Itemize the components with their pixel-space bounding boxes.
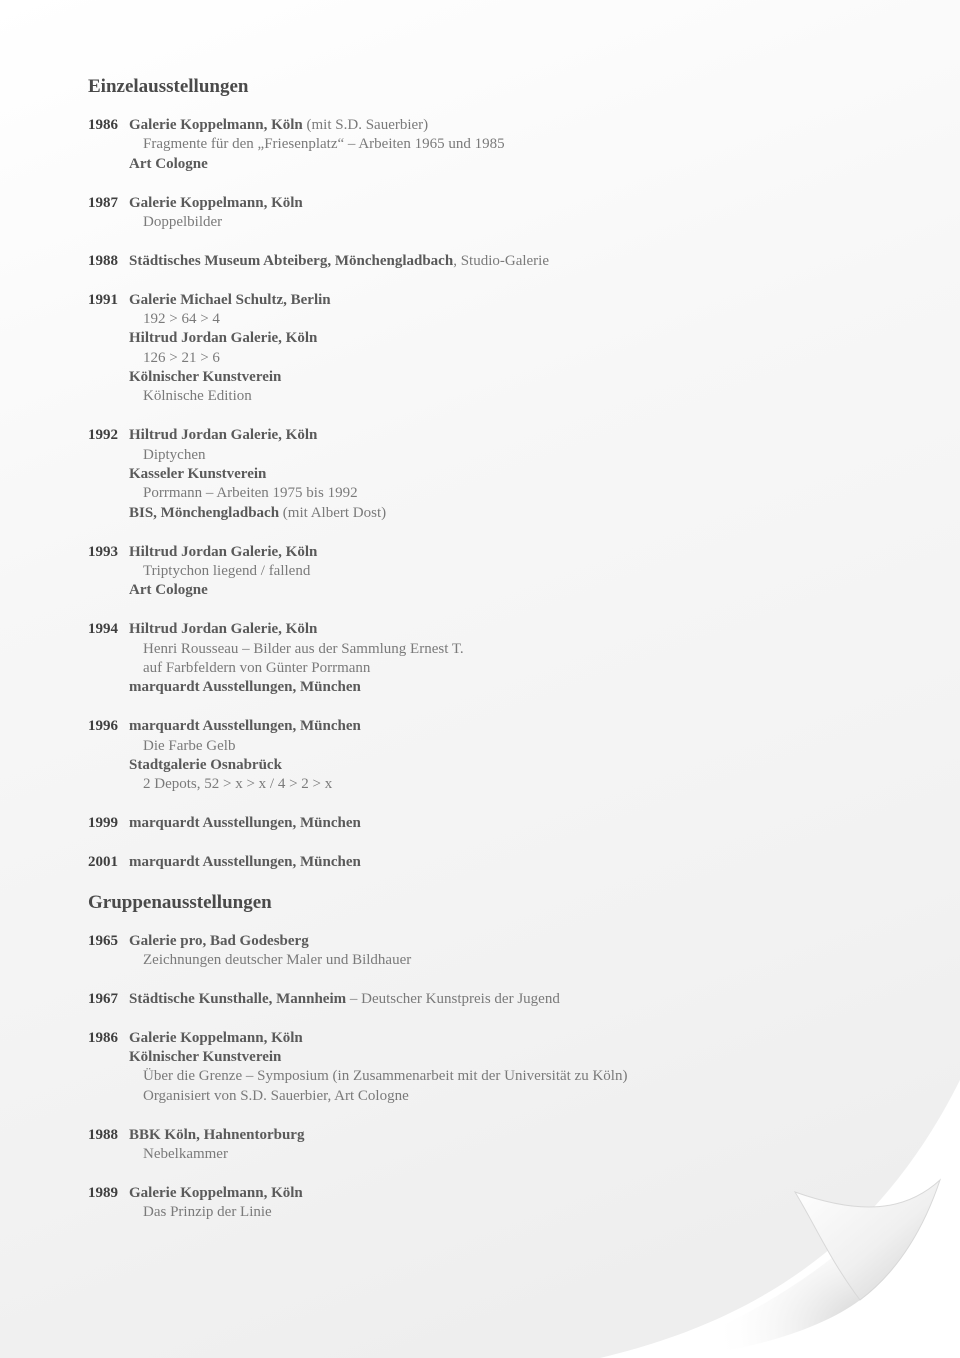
venue-name: Art Cologne: [129, 155, 208, 172]
exhibition-detail: Über die Grenze – Symposium (in Zusammenarbeit mit der Universität zu Köln): [143, 1068, 628, 1085]
entry-line: [88, 1087, 888, 1106]
exhibition-detail: Nebelkammer: [143, 1145, 228, 1162]
section-einzelausstellungen: [88, 76, 888, 872]
entry-line: [88, 291, 888, 310]
exhibition-detail: (mit S.D. Sauerbier): [302, 117, 429, 133]
entry-line: [88, 194, 888, 213]
venue-name: BIS, Mönchengladbach: [129, 504, 280, 521]
entry-line: [88, 426, 888, 445]
entry-line: [88, 640, 888, 659]
exhibition-detail: Triptychon liegend / fallend: [143, 562, 311, 579]
venue-name: Galerie Koppelmann, Köln: [129, 194, 303, 211]
entry-year: 1992: [88, 427, 118, 444]
entry-line: [88, 349, 888, 368]
entry-year: 1991: [88, 291, 118, 308]
entry-line: [88, 737, 888, 756]
entry-line: [88, 368, 888, 387]
entry-line: [88, 387, 888, 406]
entry-line: [88, 990, 888, 1009]
venue-name: marquardt Ausstellungen, München: [129, 815, 361, 832]
venue-name: Galerie Michael Schultz, Berlin: [129, 291, 331, 308]
entry-line: [88, 853, 888, 872]
entry-line: [88, 135, 888, 154]
exhibition-detail: 192 > 64 > 4: [143, 310, 220, 327]
entry-line: [88, 717, 888, 736]
exhibition-detail: Zeichnungen deutscher Maler und Bildhauer: [143, 952, 412, 969]
year-entry: [88, 291, 888, 407]
venue-name: marquardt Ausstellungen, München: [129, 718, 361, 735]
entry-year: 1989: [88, 1184, 118, 1201]
venue-name: Galerie Koppelmann, Köln: [129, 117, 303, 133]
year-entry: [88, 853, 888, 872]
entry-line: [88, 504, 888, 523]
entry-line: [88, 1184, 888, 1203]
venue-name: marquardt Ausstellungen, München: [129, 679, 361, 696]
venue-name: Städtisches Museum Abteiberg, Mönchengladbach: [129, 252, 454, 269]
entry-line: [88, 116, 888, 135]
exhibition-detail: Die Farbe Gelb: [143, 737, 236, 754]
entry-line: [88, 465, 888, 484]
venue-name: BBK Köln, Hahnentorburg: [129, 1126, 305, 1143]
exhibition-detail: – Deutscher Kunstpreis der Jugend: [346, 990, 560, 1007]
venue-name: Galerie Koppelmann, Köln: [129, 1029, 303, 1046]
entry-year: 1965: [88, 932, 118, 949]
entry-year: 1999: [88, 815, 118, 832]
entry-line: [88, 252, 888, 271]
exhibition-detail: , Studio-Galerie: [453, 252, 549, 269]
exhibition-detail: Doppelbilder: [143, 213, 223, 230]
venue-name: Galerie pro, Bad Godesberg: [129, 932, 309, 949]
venue-name: Stadtgalerie Osnabrück: [129, 756, 282, 773]
exhibition-detail: Kölnische Edition: [143, 388, 252, 405]
entry-line: [88, 543, 888, 562]
entry-year: 1987: [88, 194, 118, 211]
entry-line: [88, 814, 888, 833]
venue-name: marquardt Ausstellungen, München: [129, 853, 361, 870]
exhibition-detail: auf Farbfeldern von Günter Porrmann: [143, 659, 371, 676]
entry-line: [88, 1203, 888, 1222]
entry-line: [88, 951, 888, 970]
venue-name: Hiltrud Jordan Galerie, Köln: [129, 621, 318, 638]
venue-name: Galerie Koppelmann, Köln: [129, 1184, 303, 1201]
entry-line: [88, 562, 888, 581]
entry-line: [88, 678, 888, 697]
venue-name: Hiltrud Jordan Galerie, Köln: [129, 427, 318, 444]
exhibition-detail: Henri Rousseau – Bilder aus der Sammlung Ernest T.: [143, 640, 464, 657]
exhibition-detail: Organisiert von S.D. Sauerbier, Art Cologne: [143, 1087, 409, 1104]
entry-line: [88, 213, 888, 232]
venue-name: Kölnischer Kunstverein: [129, 1048, 282, 1065]
exhibition-detail: 126 > 21 > 6: [143, 349, 220, 366]
exhibition-detail: 2 Depots, 52 > x > x / 4 > 2 > x: [143, 776, 333, 793]
entry-line: [88, 310, 888, 329]
exhibition-list: [88, 76, 888, 1242]
entry-year: 1967: [88, 990, 118, 1007]
entry-year: 1994: [88, 621, 118, 638]
year-entry: [88, 1184, 888, 1223]
entry-year: 1988: [88, 252, 118, 269]
year-entry: [88, 194, 888, 233]
year-entry: [88, 1126, 888, 1165]
year-entry: [88, 620, 888, 698]
entry-line: [88, 1126, 888, 1145]
venue-name: Städtische Kunsthalle, Mannheim: [129, 990, 347, 1007]
year-entry: [88, 990, 888, 1009]
venue-name: Art Cologne: [129, 582, 208, 599]
entry-year: 1986: [88, 1029, 118, 1046]
entry-year: 1986: [88, 117, 118, 133]
year-entry: [88, 252, 888, 271]
section-heading: Gruppenausstellungen: [88, 891, 272, 913]
entry-line: [88, 329, 888, 348]
exhibition-detail: Porrmann – Arbeiten 1975 bis 1992: [143, 485, 358, 502]
entry-line: [88, 756, 888, 775]
entry-line: [88, 1145, 888, 1164]
venue-name: Hiltrud Jordan Galerie, Köln: [129, 330, 318, 347]
entry-year: 1988: [88, 1126, 118, 1143]
entry-year: 1993: [88, 543, 118, 560]
entry-line: [88, 932, 888, 951]
year-entry: [88, 543, 888, 601]
entry-line: [88, 446, 888, 465]
entry-line: [88, 775, 888, 794]
year-entry: [88, 932, 888, 971]
year-entry: [88, 116, 888, 174]
entry-line: [88, 155, 888, 174]
section-gruppenausstellungen: [88, 892, 888, 1223]
year-entry: [88, 426, 888, 523]
year-entry: [88, 1029, 888, 1107]
entry-line: [88, 1048, 888, 1067]
exhibition-detail: Das Prinzip der Linie: [143, 1204, 272, 1221]
exhibition-entries: [88, 116, 888, 872]
entry-line: [88, 484, 888, 503]
venue-name: Hiltrud Jordan Galerie, Köln: [129, 543, 318, 560]
section-heading: Einzelausstellungen: [88, 76, 249, 97]
venue-name: Kölnischer Kunstverein: [129, 369, 282, 386]
year-entry: [88, 814, 888, 833]
exhibition-detail: (mit Albert Dost): [279, 504, 387, 521]
exhibition-detail: Diptychen: [143, 446, 206, 463]
entry-year: 1996: [88, 718, 118, 735]
entry-line: [88, 581, 888, 600]
entry-line: [88, 620, 888, 639]
exhibition-detail: Fragmente für den „Friesenplatz“ – Arbeiten 1965 und 1985: [143, 136, 505, 153]
entry-line: [88, 1029, 888, 1048]
exhibition-entries: [88, 932, 888, 1223]
entry-line: [88, 1067, 888, 1086]
entry-line: [88, 659, 888, 678]
year-entry: [88, 717, 888, 795]
entry-year: 2001: [88, 853, 118, 870]
venue-name: Kasseler Kunstverein: [129, 466, 267, 483]
